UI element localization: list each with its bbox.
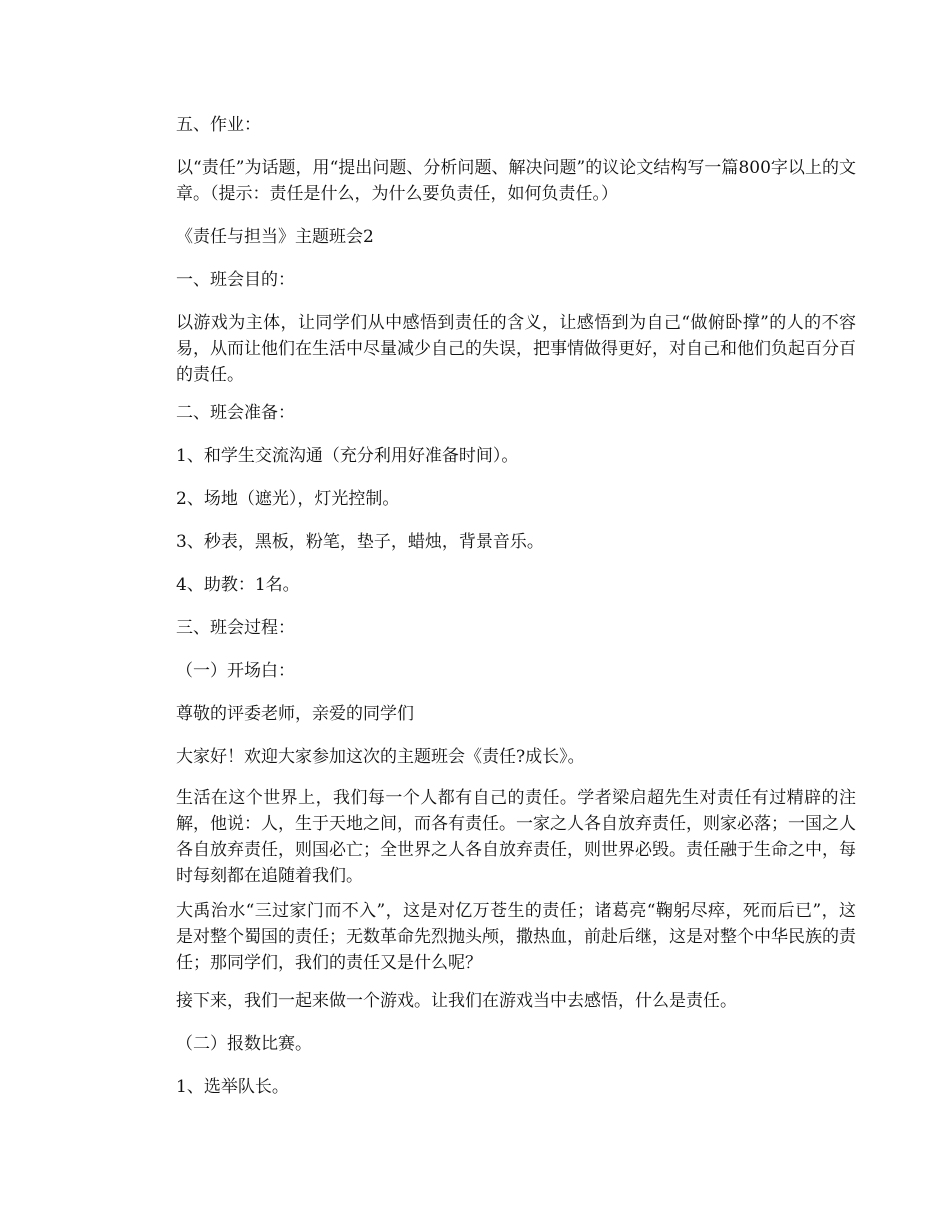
list-item-prep-2: 2、场地（遮光），灯光控制。 (176, 489, 400, 509)
paragraph-responsibility-intro: 生活在这个世界上，我们每一个人都有自己的责任。学者梁启超先生对责任有过精辟的注解，他说：人，生于天地之间，而各有责任。一家之人各自放弃责任，则家必落；一国之人各自放弃责任，则国必亡；全世界之人各自放弃责任，则世界必毁。责任融于生命之中，每时每刻都在追随着我们。 (176, 788, 856, 886)
heading-preparation: 二、班会准备： (176, 403, 295, 423)
heading-purpose: 一、班会目的： (176, 270, 295, 290)
heading-class-meeting-title: 《责任与担当》主题班会2 (176, 227, 374, 247)
list-item-prep-4: 4、助教：1名。 (176, 575, 300, 595)
heading-homework: 五、作业： (176, 115, 261, 135)
heading-process: 三、班会过程： (176, 618, 295, 638)
paragraph-greeting: 尊敬的评委老师，亲爱的同学们 (176, 704, 414, 724)
list-item-prep-3: 3、秒表，黑板，粉笔，垫子，蜡烛，背景音乐。 (176, 532, 544, 552)
list-item-prep-1: 1、和学生交流沟通（充分利用好准备时间）。 (176, 446, 519, 466)
heading-opening: （一）开场白： (176, 661, 295, 681)
heading-count-off: （二）报数比赛。 (176, 1034, 312, 1054)
paragraph-welcome: 大家好！欢迎大家参加这次的主题班会《责任?成长》。 (176, 747, 585, 767)
paragraph-historical-examples: 大禹治水“三过家门而不入”，这是对亿万苍生的责任；诸葛亮“鞠躬尽瘁，死而后已”，这是对整个蜀国的责任；无数革命先烈抛头颅，撒热血，前赴后继，这是对整个中华民族的责任；那同学们，我们的责任又是什么呢？ (176, 901, 856, 973)
paragraph-game-intro: 接下来，我们一起来做一个游戏。让我们在游戏当中去感悟，什么是责任。 (176, 991, 737, 1011)
paragraph-purpose: 以游戏为主体，让同学们从中感悟到责任的含义，让感悟到为自己“做俯卧撑”的人的不容易，从而让他们在生活中尽量减少自己的失误，把事情做得更好，对自己和他们负起百分百的责任。 (176, 313, 856, 385)
paragraph-homework: 以“责任”为话题，用“提出问题、分析问题、解决问题”的议论文结构写一篇800字以上的文章。（提示：责任是什么，为什么要负责任，如何负责任。） (176, 158, 856, 204)
list-item-elect-captain: 1、选举队长。 (176, 1077, 289, 1097)
